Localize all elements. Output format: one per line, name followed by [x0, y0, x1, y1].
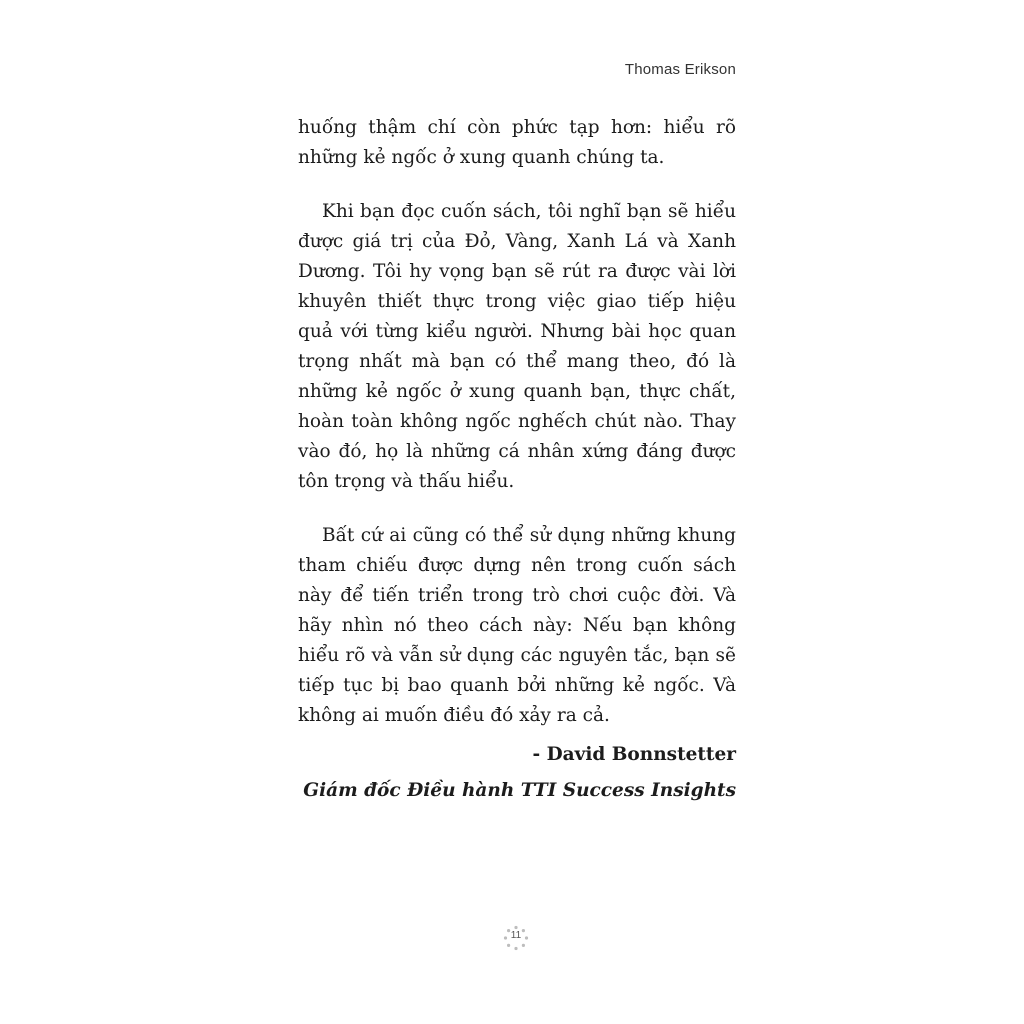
body-text	[298, 113, 736, 807]
paragraph-continuation: huống thậm chí còn phức tạp hơn: hiểu rõ những kẻ ngốc ở xung quanh chúng ta.	[298, 117, 736, 168]
paragraph-colors: Khi bạn đọc cuốn sách, tôi nghĩ bạn sẽ hiểu được giá trị của Đỏ, Vàng, Xanh Lá và Xanh Dương. Tôi hy vọng bạn sẽ rút ra được vài lời khuyên thiết thực trong việc giao tiếp hiệu quả với từng kiểu người. Nhưng bài học quan trọng nhất mà bạn có thể mang theo, đó là những kẻ ngốc ở xung quanh bạn, thực chất, hoàn toàn không ngốc nghếch chút nào. Thay vào đó, họ là những cá nhân xứng đáng được tôn trọng và thấu hiểu.	[298, 201, 736, 492]
paragraph-framework: Bất cứ ai cũng có thể sử dụng những khung tham chiếu được dựng nên trong cuốn sách này để tiến triển trong trò chơi cuộc đời. Và hãy nhìn nó theo cách này: Nếu bạn không hiểu rõ và vẫn sử dụng các nguyên tắc, bạn sẽ tiếp tục bị bao quanh bởi những kẻ ngốc. Và không ai muốn điều đó xảy ra cả.	[298, 525, 736, 726]
page-number-block	[503, 925, 529, 951]
signature-title: Giám đốc Điều hành TTI Success Insights	[303, 780, 736, 801]
running-header-author: Thomas Erikson	[624, 61, 736, 78]
signature-name: - David Bonnstetter	[532, 744, 736, 765]
page-number: 11	[510, 930, 522, 941]
